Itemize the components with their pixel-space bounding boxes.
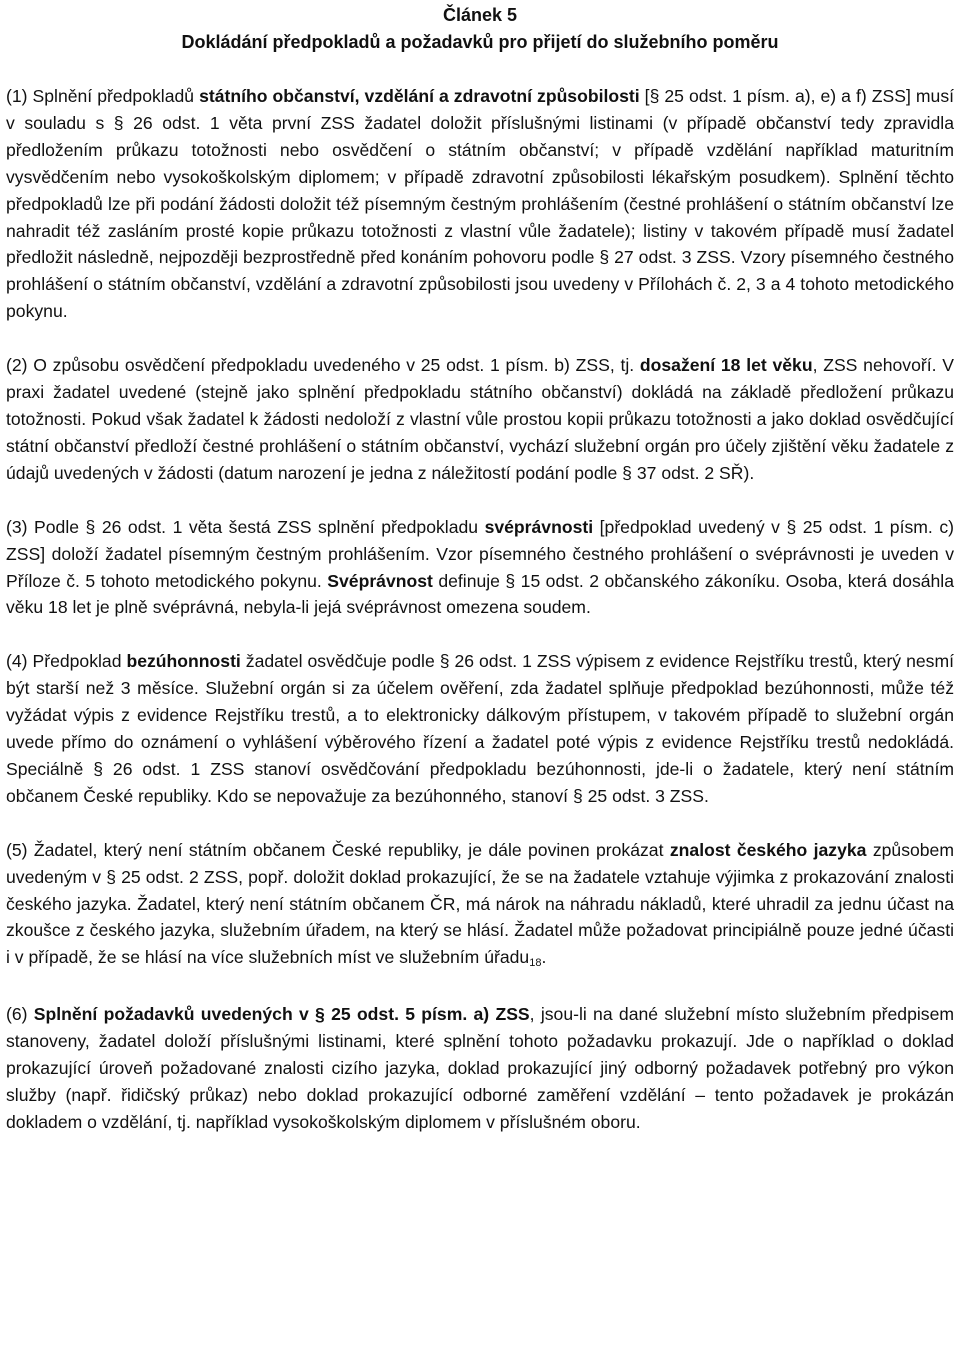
bold-text: bezúhonnosti xyxy=(126,651,241,672)
spacer xyxy=(6,621,954,648)
bold-text: svéprávnosti xyxy=(484,516,594,537)
text-run: [předpoklad uvedený v § 25 odst. 1 písm. c) ZSS] doloží žadatel písemným čestným prohlášením. Vzor písemného čestného prohlášení o svéprávnosti je uveden v Příloze č. 5 tohoto metodického pokynu. xyxy=(6,516,954,591)
spacer xyxy=(6,487,954,514)
paragraph-2 xyxy=(6,352,954,487)
spacer xyxy=(6,56,954,83)
paragraph-3 xyxy=(6,514,954,622)
bold-text: státního občanství, vzdělání a zdravotní způsobilosti xyxy=(199,86,640,106)
text-run: , ZSS nehovoří. V praxi žadatel uvedené (stejně jako splnění předpokladu státního občanství) dokládá na základě předložení průkazu totožnosti. Pokud však žadatel k žádosti nedoloží z vlastní vůle prostou kopii průkazu totožnosti a jako doklad osvědčující státní občanství předloží čestné prohlášení o státním občanství, vychází služební orgán pro účely zjištění věku žadatele z údajů uvedených v žádosti (datum narození je jedna z náležitostí podání podle § 37 odst. 2 SŘ). xyxy=(6,355,954,483)
bold-text: Splnění požadavků uvedených v § 25 odst. 5 písm. a) ZSS xyxy=(33,1004,530,1025)
text-run: definuje § 15 odst. 2 občanského zákoníku. Osoba, která dosáhla věku 18 let je plně svéprávná, nebyla-li jejá svéprávnost omezena soudem. xyxy=(6,570,954,618)
text-run: , jsou-li na dané služební místo služebním předpisem stanoveny, žadatel doloží příslušnými listinami, které splnění tohoto požadavku prokazují. Jde o například o doklad prokazující úroveň požadované znalosti cizího jazyka, doklad prokazující jiný odborný požadavek potřebný pro výkon služby (např. řidičský průkaz) nebo doklad prokazující odborné zaměření vzdělání – tento požadavek je prokázán dokladem o vzdělání, tj. například vysokoškolským diplomem v příslušném oboru. xyxy=(6,1004,955,1132)
text-run: (4) Předpoklad xyxy=(6,651,127,672)
text-run: (6) xyxy=(6,1004,34,1025)
text-run: [§ 25 odst. 1 písm. a), e) a f) ZSS] musí v souladu s § 26 odst. 1 věta první ZSS žadatel doložit příslušnými listinami (v případě občanství tedy zpravidla předložením průkazu totožnosti nebo osvědčení o státním občanství; v případě vzdělání například maturitním vysvědčením nebo vysokoškolským diplomem; v případě zdravotní způsobilosti lékařským posudkem). Splnění těchto předpokladů lze při podání žádosti doložit též písemným čestným prohlášením (čestné prohlášení o státním občanství lze nahradit též zasláním prosté kopie průkazu totožnosti z vlastní vůle žadatele); listiny v takovém případě musí žadatel předložit následně, nejpozději bezprostředně před konáním pohovoru podle § 27 odst. 3 ZSS. Vzory písemného čestného prohlášení o státním občanství, vzdělání a zdravotní způsobilosti jsou uvedeny v Přílohách č. 2, 3 a 4 tohoto metodického pokynu. xyxy=(6,86,955,322)
text-run: (3) Podle § 26 odst. 1 věta šestá ZSS splnění předpokladu xyxy=(6,516,485,537)
bold-text: Svéprávnost xyxy=(327,570,433,591)
document-page xyxy=(6,0,954,1136)
paragraph-6 xyxy=(6,1001,954,1136)
footnote-ref: 18 xyxy=(529,957,542,970)
text-run: žadatel osvědčuje podle § 26 odst. 1 ZSS výpisem z evidence Rejstříku trestů, který nesmí být starší než 3 měsíce. Služební orgán si za účelem ověření, zda žadatel splňuje předpoklad bezúhonnosti, může též vyžádat výpis z evidence Rejstříku trestů, a to elektronicky dálkovým přístupem, v takovém případě to služební orgán uvede přímo do oznámení o vyhlášení výběrového řízení a žadatel poté výpis z evidence Rejstříku trestů nedokládá. Speciálně § 26 odst. 1 ZSS stanoví osvědčování předpokladu bezúhonnosti, jde-li o žadatele, který není státním občanem České republiky. Kdo se nepovažuje za bezúhonného, stanoví § 25 odst. 3 ZSS. xyxy=(6,651,954,806)
spacer xyxy=(6,810,954,837)
text-run: způsobem uvedeným v § 25 odst. 2 ZSS, popř. doložit doklad prokazující, že se na žadatele vztahuje výjimka z prokazování znalosti českého jazyka. Žadatel, který není státním občanem ČR, má nárok na náhradu nákladů, které uhradil za jednu účast na zkoušce z českého jazyka, služebním úřadem, na který se hlásí. Žadatel může požadovat principiálně pouze jedné účasti i v případě, že se hlásí na více služebních míst ve služebním úřadu xyxy=(6,839,954,968)
text-run: (1) Splnění předpokladů xyxy=(6,86,200,106)
spacer xyxy=(6,325,954,352)
text-run: (2) O způsobu osvědčení předpokladu uvedeného v 25 odst. 1 písm. b) ZSS, tj. xyxy=(6,355,640,376)
spacer xyxy=(6,974,954,1001)
paragraph-1 xyxy=(6,83,954,325)
bold-text: znalost českého jazyka xyxy=(669,839,867,860)
text-run: . xyxy=(541,947,547,968)
paragraph-4 xyxy=(6,648,954,809)
bold-text: dosažení 18 let věku xyxy=(639,355,813,376)
paragraph-5 xyxy=(6,837,954,975)
paragraph-list xyxy=(6,83,954,1136)
article-heading: Článek 5 xyxy=(442,5,518,25)
text-run: (5) Žadatel, který není státním občanem České republiky, je dále povinen prokázat xyxy=(6,839,670,860)
article-subheading: Dokládání předpokladů a požadavků pro přijetí do služebního poměru xyxy=(181,32,779,52)
